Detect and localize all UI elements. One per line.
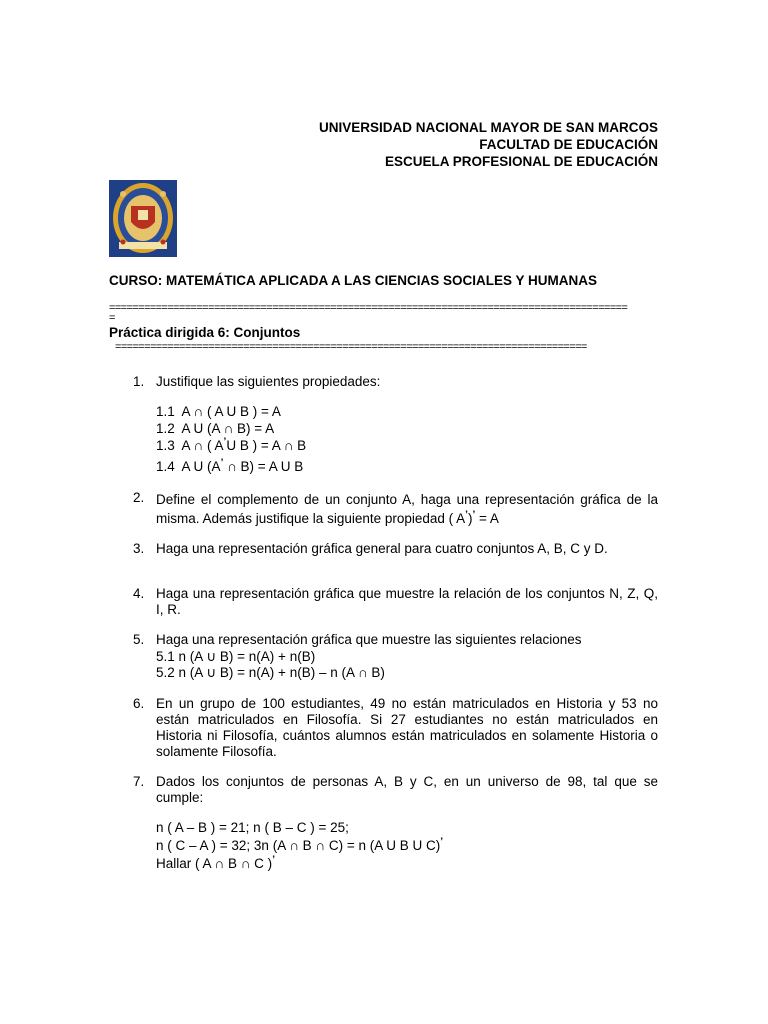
course-title: CURSO: MATEMÁTICA APLICADA A LAS CIENCIAS SOCIALES Y HUMANAS xyxy=(109,273,598,288)
university-name: UNIVERSIDAD NACIONAL MAYOR DE SAN MARCOS xyxy=(318,120,658,135)
relation-5-2: 5.2 n (A ∪ B) = n(A) + n(B) – n (A ∩ B) xyxy=(156,665,385,680)
find-line: Hallar ( A ∩ B ∩ C )’ xyxy=(156,854,275,871)
question-number: 5. xyxy=(133,632,145,647)
condition-line-2: n ( C – A ) = 32; 3n (A ∩ B ∩ C) = n (A U B U C)’ xyxy=(156,836,444,853)
question-number: 6. xyxy=(133,696,145,711)
question-number: 4. xyxy=(133,586,145,601)
question-number: 1. xyxy=(133,374,145,389)
separator-bottom: ================================================================================= xyxy=(115,342,587,352)
question-text: Define el complemento de un conjunto A, haga una representación gráfica de la misma. Además justifique la siguiente propiedad ( A’)’ = A xyxy=(156,492,658,526)
university-seal-icon xyxy=(109,180,177,257)
institution-header xyxy=(319,119,658,170)
property-1-1: 1.1 A ∩ ( A U B ) = A xyxy=(156,404,281,419)
question-number: 7. xyxy=(133,774,145,789)
property-1-3: 1.3 A ∩ ( A’U B ) = A ∩ B xyxy=(156,436,307,453)
condition-line-1: n ( A – B ) = 21; n ( B – C ) = 25; xyxy=(156,820,349,835)
faculty-name: FACULTAD DE EDUCACIÓN xyxy=(479,137,658,152)
question-text: Haga una representación gráfica que muestre la relación de los conjuntos N, Z, Q, I, R. xyxy=(156,586,658,617)
question-text: Haga una representación gráfica que muestre las siguientes relaciones xyxy=(156,632,582,647)
separator-top: ========================================================================================= xyxy=(109,303,628,313)
separator-top-tail: = xyxy=(109,313,115,323)
practice-title: Práctica dirigida 6: Conjuntos xyxy=(109,325,301,340)
property-1-2: 1.2 A U (A ∩ B) = A xyxy=(156,421,275,436)
question-number: 2. xyxy=(133,490,145,505)
question-number: 3. xyxy=(133,541,145,556)
school-name: ESCUELA PROFESIONAL DE EDUCACIÓN xyxy=(384,154,658,169)
question-text: En un grupo de 100 estudiantes, 49 no están matriculados en Historia y 53 no están matriculados en Filosofía. Si 27 estudiantes no están matriculados en Historia ni Filosofía, cuántos alumnos están matriculados en solamente Historia o solamente Filosofía. xyxy=(156,696,658,759)
property-1-4: 1.4 A U (A’ ∩ B) = A U B xyxy=(156,457,304,474)
question-text: Haga una representación gráfica general para cuatro conjuntos A, B, C y D. xyxy=(156,541,608,556)
question-text: Dados los conjuntos de personas A, B y C, en un universo de 98, tal que se cumple: xyxy=(156,774,658,805)
question-text: Justifique las siguientes propiedades: xyxy=(156,374,381,389)
relation-5-1: 5.1 n (A ∪ B) = n(A) + n(B) xyxy=(156,649,316,664)
